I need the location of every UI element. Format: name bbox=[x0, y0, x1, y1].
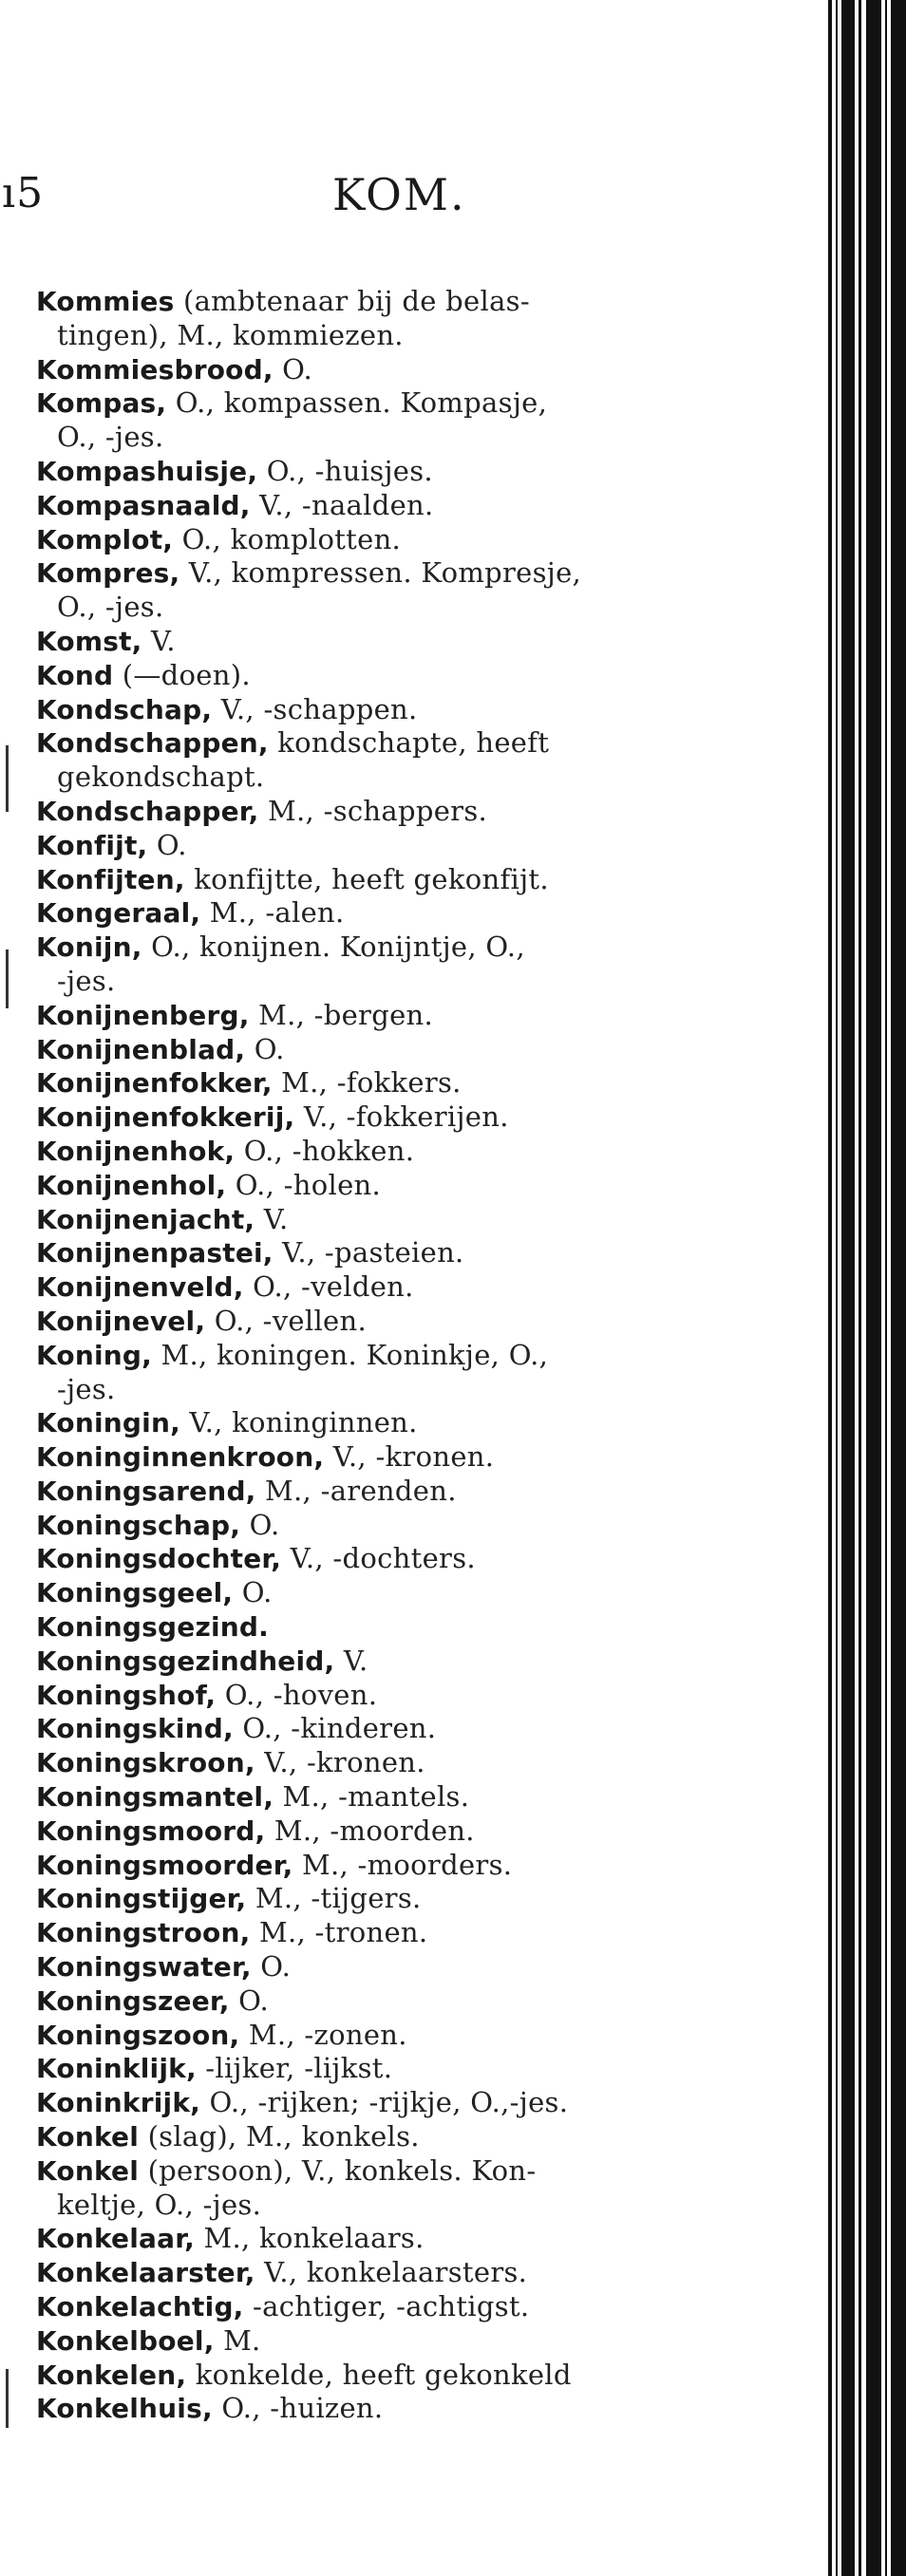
dictionary-entry bbox=[36, 1950, 739, 1984]
entry-definition: O. bbox=[229, 1984, 270, 2017]
entry-line bbox=[36, 455, 739, 489]
entry-definition: V. bbox=[334, 1644, 368, 1677]
entry-definition: gekondschapt. bbox=[57, 761, 265, 794]
headword: Konijnenfokker, bbox=[36, 1067, 273, 1100]
entry-line bbox=[36, 489, 739, 523]
entry-line bbox=[36, 2324, 739, 2359]
entry-definition: M., -arenden. bbox=[255, 1474, 457, 1507]
headword: Koninklijk, bbox=[36, 2053, 197, 2085]
entry-line bbox=[36, 1814, 739, 1849]
headword: Kondschappen, bbox=[36, 727, 269, 760]
margin-mark bbox=[6, 745, 9, 812]
entry-definition: V., koninginnen. bbox=[179, 1406, 418, 1439]
entry-definition: M., -bergen. bbox=[249, 998, 434, 1031]
entry-definition: konfijtte, heeft gekonfijt. bbox=[184, 862, 549, 895]
entry-definition: M., koningen. Koninkje, O., bbox=[152, 1338, 549, 1371]
headword: Konijnevel, bbox=[36, 1305, 206, 1337]
entry-line bbox=[36, 625, 739, 659]
entry-line bbox=[36, 1950, 739, 1984]
entry-definition: (ambtenaar bij de belas- bbox=[174, 285, 530, 317]
headword: Koningszeer, bbox=[36, 1984, 230, 2017]
headword: Konkel bbox=[36, 2121, 140, 2153]
headword: Konfijt, bbox=[36, 829, 148, 861]
entry-definition: V., -fokkerijen. bbox=[294, 1100, 509, 1134]
dictionary-entry bbox=[36, 2019, 739, 2053]
dictionary-entry bbox=[36, 2120, 739, 2154]
entry-definition: konkelde, heeft gekonkeld bbox=[186, 2358, 572, 2391]
headword: Kompashuisje, bbox=[36, 455, 258, 487]
entry-definition: O. bbox=[251, 1950, 292, 1984]
dictionary-entry bbox=[36, 1305, 739, 1339]
entry-line bbox=[36, 863, 739, 897]
dictionary-entry bbox=[36, 1236, 739, 1270]
headword: Koningsdochter, bbox=[36, 1543, 282, 1575]
entry-continuation-line bbox=[36, 319, 739, 353]
headword: Konijnenveld, bbox=[36, 1271, 244, 1304]
entry-line bbox=[36, 1100, 739, 1135]
entry-line bbox=[36, 2052, 739, 2086]
entry-line bbox=[36, 523, 739, 557]
entry-line bbox=[36, 2290, 739, 2324]
entry-definition: M., -schappers. bbox=[258, 794, 488, 827]
headword: Koningsgeel, bbox=[36, 1577, 234, 1609]
entry-definition: O., kompassen. Kompasje, bbox=[166, 386, 548, 420]
entry-line bbox=[36, 726, 739, 761]
headword: Kommies bbox=[36, 286, 175, 317]
entry-definition: O., konijnen. Konijntje, O., bbox=[142, 931, 525, 964]
entry-definition: O., -kinderen. bbox=[233, 1712, 437, 1745]
headword: Konkelaar, bbox=[36, 2223, 195, 2255]
entry-definition: M., -tijgers. bbox=[246, 1882, 422, 1915]
entry-definition: -achtiger, -achtigst. bbox=[243, 2290, 530, 2323]
dictionary-entry bbox=[36, 1849, 739, 1883]
dictionary-entry bbox=[36, 1814, 739, 1849]
headword: Kondschap, bbox=[36, 693, 213, 725]
entry-definition: O., -holen. bbox=[226, 1168, 382, 1201]
margin-mark bbox=[6, 950, 9, 1008]
entry-line bbox=[36, 1882, 739, 1916]
entry-definition: tingen), M., kommiezen. bbox=[57, 318, 404, 351]
entry-line bbox=[36, 2256, 739, 2290]
dictionary-entry bbox=[36, 2222, 739, 2256]
headword: Konijnenfokkerij, bbox=[36, 1101, 295, 1134]
margin-mark bbox=[6, 2369, 9, 2428]
entry-line bbox=[36, 556, 739, 591]
entry-line bbox=[36, 1135, 739, 1169]
dictionary-entry bbox=[36, 625, 739, 659]
dictionary-entry bbox=[36, 659, 739, 693]
entry-list bbox=[36, 285, 739, 2426]
entry-line bbox=[36, 896, 739, 931]
entry-definition: -jes. bbox=[57, 1372, 116, 1405]
entry-line bbox=[36, 1509, 739, 1543]
entry-definition: V., -naalden. bbox=[250, 488, 434, 521]
dictionary-entry bbox=[36, 1984, 739, 2019]
dictionary-entry bbox=[36, 999, 739, 1033]
headword: Konkelaarster, bbox=[36, 2257, 255, 2289]
entry-line bbox=[36, 2120, 739, 2154]
entry-definition: V. bbox=[142, 624, 176, 657]
entry-definition: O., -vellen. bbox=[205, 1304, 367, 1337]
entry-definition: O. bbox=[245, 1032, 285, 1065]
headword: Koningstroon, bbox=[36, 1917, 251, 1949]
entry-line bbox=[36, 353, 739, 387]
headword: Koningsarend, bbox=[36, 1475, 256, 1507]
dictionary-entry bbox=[36, 829, 739, 863]
dictionary-entry bbox=[36, 523, 739, 557]
headword: Konijnenjacht, bbox=[36, 1203, 255, 1235]
entry-line bbox=[36, 1746, 739, 1780]
entry-line bbox=[36, 1576, 739, 1610]
entry-line bbox=[36, 1475, 739, 1509]
headword: Konijn, bbox=[36, 931, 142, 964]
entry-definition: O. bbox=[233, 1576, 273, 1609]
entry-definition: kondschapte, heeft bbox=[268, 726, 550, 760]
entry-definition: M., -moorders. bbox=[293, 1848, 513, 1881]
entry-line bbox=[36, 2222, 739, 2256]
headword: Koninginnenkroon, bbox=[36, 1441, 325, 1474]
entry-definition: O. bbox=[240, 1508, 280, 1541]
dictionary-entry bbox=[36, 1270, 739, 1305]
entry-definition: V., konkelaarsters. bbox=[255, 2256, 528, 2289]
entry-continuation-line bbox=[36, 2189, 739, 2223]
entry-definition: V., -kronen. bbox=[324, 1440, 495, 1474]
entry-continuation-line bbox=[36, 965, 739, 999]
dictionary-entry bbox=[36, 455, 739, 489]
headword: Konijnenhol, bbox=[36, 1169, 227, 1201]
dictionary-entry bbox=[36, 2154, 739, 2223]
headword: Koningshof, bbox=[36, 1679, 217, 1711]
headword: Konijnenpastei, bbox=[36, 1237, 274, 1269]
dictionary-entry bbox=[36, 2086, 739, 2120]
headword: Komst, bbox=[36, 625, 142, 657]
headword: Koning, bbox=[36, 1339, 152, 1371]
dictionary-entry bbox=[36, 1746, 739, 1780]
dictionary-entry bbox=[36, 896, 739, 931]
dictionary-entry bbox=[36, 556, 739, 625]
entry-definition: V., -schappen. bbox=[212, 692, 418, 725]
entry-line bbox=[36, 2019, 739, 2053]
entry-definition: O., -hoven. bbox=[216, 1678, 378, 1711]
entry-definition: O., -hokken. bbox=[235, 1134, 415, 1167]
headword: Konijnenblad, bbox=[36, 1033, 246, 1065]
dictionary-entry bbox=[36, 1100, 739, 1135]
headword: Koningsgezindheid, bbox=[36, 1645, 335, 1677]
entry-continuation-line bbox=[36, 761, 739, 795]
entry-line bbox=[36, 659, 739, 693]
dictionary-entry bbox=[36, 2324, 739, 2359]
dictionary-entry bbox=[36, 1916, 739, 1950]
headword: Kond bbox=[36, 659, 114, 691]
headword: Koningin, bbox=[36, 1407, 180, 1439]
dictionary-entry bbox=[36, 1203, 739, 1237]
headword: Konijnenhok, bbox=[36, 1135, 236, 1167]
headword: Konkelhuis, bbox=[36, 2393, 213, 2425]
entry-line bbox=[36, 1339, 739, 1373]
entry-line bbox=[36, 2392, 739, 2426]
dictionary-entry bbox=[36, 1576, 739, 1610]
headword: Kompas, bbox=[36, 387, 167, 420]
dictionary-entry bbox=[36, 1610, 739, 1645]
entry-definition: (persoon), V., konkels. Kon- bbox=[139, 2153, 537, 2187]
entry-definition: V., -pasteien. bbox=[273, 1236, 464, 1269]
headword: Konijnenberg, bbox=[36, 999, 250, 1031]
dictionary-entry bbox=[36, 2256, 739, 2290]
headword: Kommiesbrood, bbox=[36, 353, 274, 385]
entry-definition: V., -kronen. bbox=[255, 1746, 425, 1779]
entry-line bbox=[36, 1984, 739, 2019]
headword: Koningsgezind. bbox=[36, 1611, 269, 1644]
entry-line bbox=[36, 1780, 739, 1814]
dictionary-entry bbox=[36, 1645, 739, 1679]
entry-line bbox=[36, 693, 739, 727]
entry-definition: O., -jes. bbox=[57, 421, 164, 454]
entry-definition: O., -jes. bbox=[57, 591, 164, 624]
entry-line bbox=[36, 795, 739, 829]
headword: Kompasnaald, bbox=[36, 489, 251, 521]
entry-line bbox=[36, 285, 739, 319]
dictionary-entry bbox=[36, 1780, 739, 1814]
entry-line bbox=[36, 1406, 739, 1440]
entry-definition: -jes. bbox=[57, 964, 116, 997]
dictionary-entry bbox=[36, 489, 739, 523]
dictionary-entry bbox=[36, 726, 739, 795]
entry-line bbox=[36, 2154, 739, 2189]
entry-definition: (—doen). bbox=[113, 658, 251, 691]
dictionary-entry bbox=[36, 285, 739, 353]
dictionary-entry bbox=[36, 1475, 739, 1509]
headword: Koningskroon, bbox=[36, 1747, 255, 1779]
headword: Komplot, bbox=[36, 523, 174, 555]
entry-line bbox=[36, 931, 739, 965]
entry-definition: O., -velden. bbox=[243, 1270, 414, 1304]
entry-line bbox=[36, 1849, 739, 1883]
dictionary-entry bbox=[36, 1679, 739, 1713]
entry-definition: O. bbox=[273, 352, 313, 385]
page-edge bbox=[826, 0, 906, 2576]
entry-line bbox=[36, 1236, 739, 1270]
entry-line bbox=[36, 386, 739, 421]
entry-line bbox=[36, 1305, 739, 1339]
dictionary-entry bbox=[36, 1033, 739, 1067]
headword: Koningsmoorder, bbox=[36, 1849, 293, 1881]
dictionary-entry bbox=[36, 2359, 739, 2393]
headword: Koningsmoord, bbox=[36, 1814, 266, 1847]
entry-line bbox=[36, 1916, 739, 1950]
dictionary-entry bbox=[36, 1135, 739, 1169]
dictionary-entry bbox=[36, 693, 739, 727]
entry-definition: V., -dochters. bbox=[281, 1542, 476, 1575]
entry-definition: M., -alen. bbox=[200, 896, 345, 930]
entry-definition: O., -huizen. bbox=[212, 2392, 384, 2425]
headword: Konkelen, bbox=[36, 2359, 187, 2391]
entry-definition: O., komplotten. bbox=[173, 522, 402, 555]
entry-line bbox=[36, 1712, 739, 1746]
headword: Koningschap, bbox=[36, 1509, 241, 1541]
dictionary-entry bbox=[36, 1406, 739, 1440]
entry-definition: keltje, O., -jes. bbox=[57, 2188, 262, 2221]
headword: Konkel bbox=[36, 2154, 140, 2187]
entry-definition: -lijker, -lijkst. bbox=[196, 2052, 393, 2085]
entry-line bbox=[36, 2086, 739, 2120]
headword: Kondschapper, bbox=[36, 795, 259, 827]
dictionary-entry bbox=[36, 2392, 739, 2426]
dictionary-entry bbox=[36, 2290, 739, 2324]
entry-line bbox=[36, 1169, 739, 1203]
headword: Koningskind, bbox=[36, 1713, 234, 1745]
headword: Koningswater, bbox=[36, 1951, 252, 1984]
entry-definition: M. bbox=[214, 2323, 261, 2357]
entry-line bbox=[36, 1645, 739, 1679]
entry-continuation-line bbox=[36, 421, 739, 455]
entry-definition: (slag), M., konkels. bbox=[139, 2120, 420, 2153]
dictionary-entry bbox=[36, 1542, 739, 1576]
entry-line bbox=[36, 1610, 739, 1645]
entry-definition: V., kompressen. Kompresje, bbox=[179, 556, 582, 590]
entry-line bbox=[36, 1679, 739, 1713]
headword: Konfijten, bbox=[36, 863, 185, 895]
dictionary-entry bbox=[36, 1882, 739, 1916]
entry-definition: M., -fokkers. bbox=[272, 1066, 462, 1100]
dictionary-entry bbox=[36, 1440, 739, 1475]
entry-line bbox=[36, 1542, 739, 1576]
entry-line bbox=[36, 1203, 739, 1237]
headword: Koningsmantel, bbox=[36, 1781, 274, 1814]
dictionary-entry bbox=[36, 931, 739, 999]
entry-line bbox=[36, 2359, 739, 2393]
entry-definition: M., -tronen. bbox=[250, 1916, 428, 1949]
headword: Kongeraal, bbox=[36, 897, 201, 930]
entry-definition: M., konkelaars. bbox=[194, 2222, 425, 2255]
dictionary-entry bbox=[36, 863, 739, 897]
dictionary-entry bbox=[36, 1066, 739, 1100]
entry-line bbox=[36, 1440, 739, 1475]
running-head: KOM. bbox=[332, 169, 466, 220]
entry-line bbox=[36, 1270, 739, 1305]
headword: Koningstijger, bbox=[36, 1883, 247, 1915]
dictionary-entry bbox=[36, 795, 739, 829]
headword: Kompres, bbox=[36, 557, 180, 590]
dictionary-entry bbox=[36, 1169, 739, 1203]
entry-definition: O., -huisjes. bbox=[257, 454, 433, 487]
dictionary-entry bbox=[36, 386, 739, 455]
entry-continuation-line bbox=[36, 1373, 739, 1407]
dictionary-entry bbox=[36, 2052, 739, 2086]
headword: Koninkrijk, bbox=[36, 2087, 200, 2119]
entry-definition: V. bbox=[255, 1202, 289, 1235]
headword: Koningszoon, bbox=[36, 2019, 240, 2051]
dictionary-entry bbox=[36, 353, 739, 387]
dictionary-entry bbox=[36, 1712, 739, 1746]
page-number: ı5 bbox=[2, 169, 45, 217]
headword: Konkelboel, bbox=[36, 2324, 215, 2357]
entry-line bbox=[36, 1033, 739, 1067]
entry-line bbox=[36, 999, 739, 1033]
entry-definition: O., -rijken; -rijkje, O.,-jes. bbox=[200, 2086, 569, 2119]
entry-definition: M., -moorden. bbox=[265, 1814, 475, 1847]
entry-definition: M., -zonen. bbox=[239, 2018, 407, 2051]
entry-definition: M., -mantels. bbox=[274, 1780, 470, 1814]
dictionary-entry bbox=[36, 1339, 739, 1407]
entry-line bbox=[36, 1066, 739, 1100]
dictionary-entry bbox=[36, 1509, 739, 1543]
headword: Konkelachtig, bbox=[36, 2291, 244, 2323]
entry-line bbox=[36, 829, 739, 863]
entry-definition: O. bbox=[147, 828, 187, 861]
entry-continuation-line bbox=[36, 591, 739, 625]
